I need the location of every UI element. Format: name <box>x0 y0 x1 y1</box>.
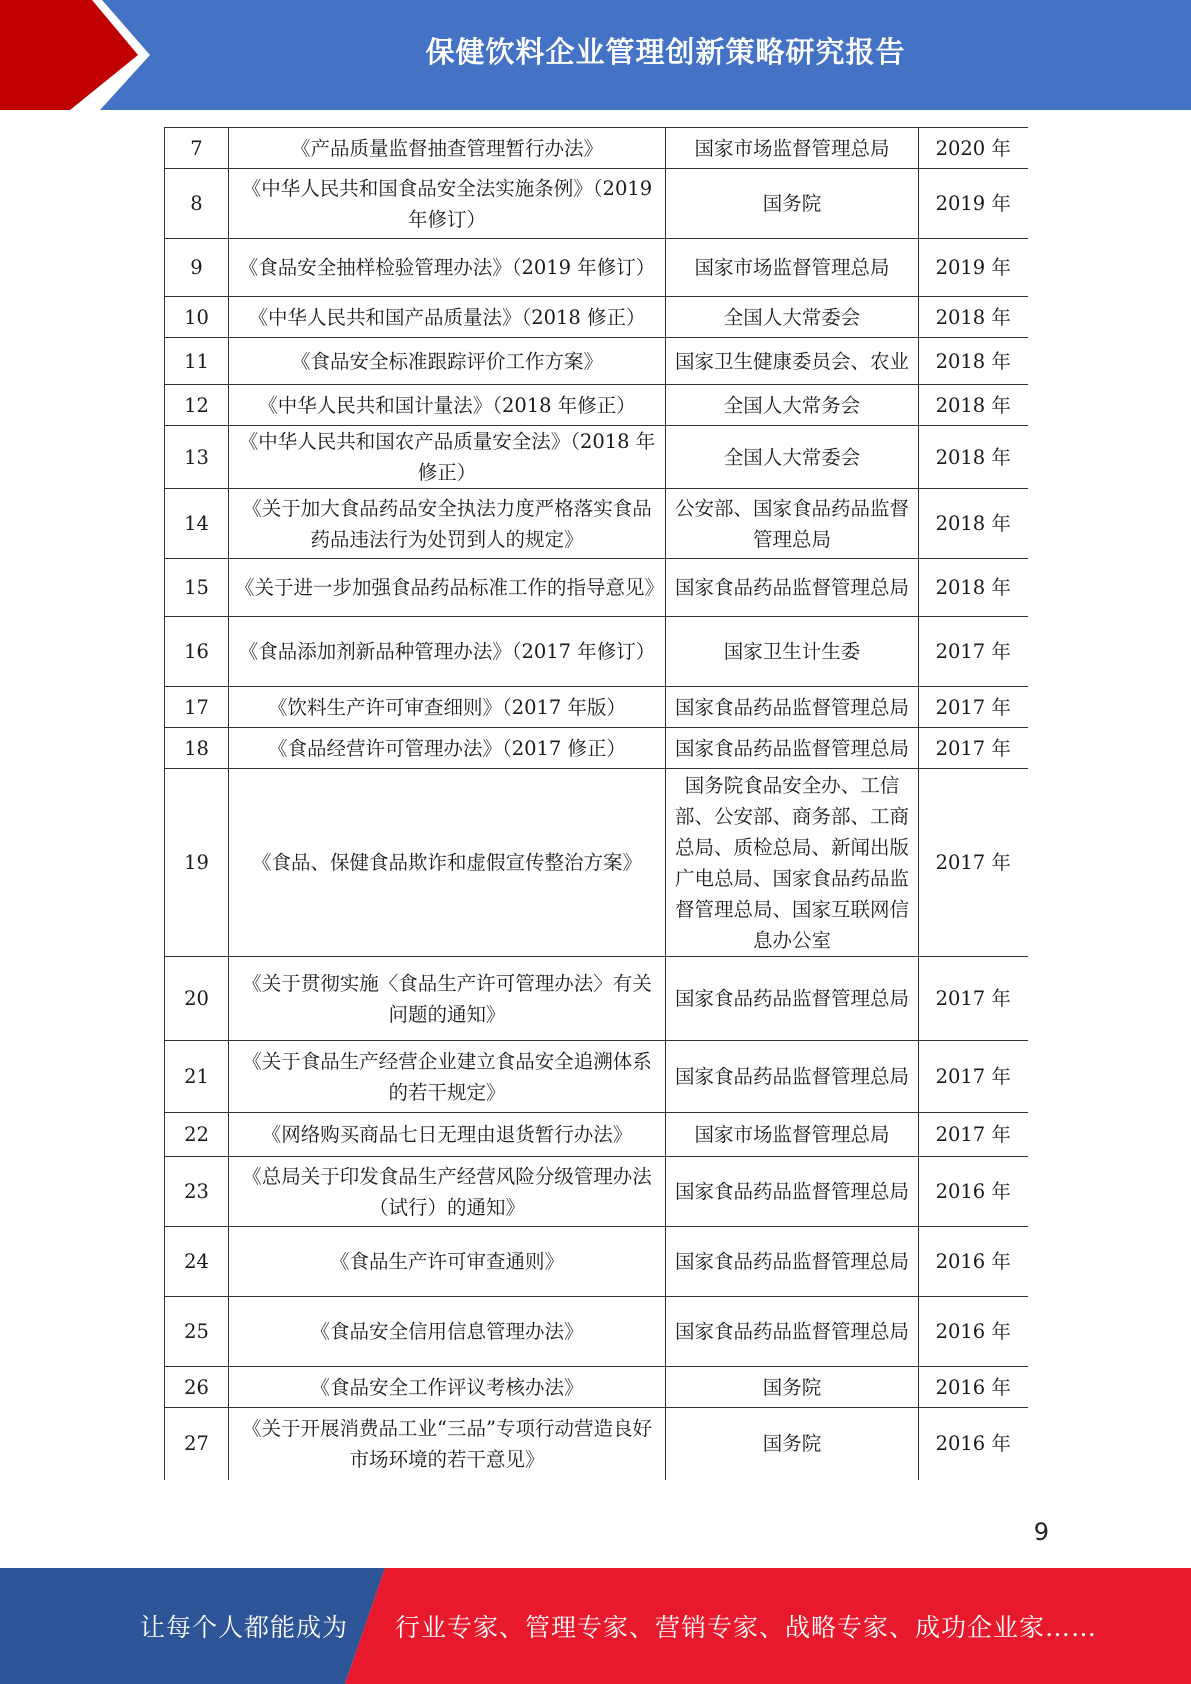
table-row <box>165 1367 1028 1408</box>
regulation-name: 《中华人民共和国产品质量法》（2018 修正） <box>229 297 666 338</box>
regulation-name: 《中华人民共和国农产品质量安全法》（2018 年修正） <box>229 426 666 489</box>
regulations-table-container <box>164 127 1027 1480</box>
issue-year: 2017 年 <box>919 769 1028 957</box>
issue-year: 2017 年 <box>919 687 1028 728</box>
issuing-department: 国家食品药品监督管理总局 <box>666 1041 919 1113</box>
issuing-department: 国家市场监督管理总局 <box>666 128 919 169</box>
issuing-department: 全国人大常委会 <box>666 426 919 489</box>
table-row <box>165 169 1028 239</box>
regulation-name: 《关于进一步加强食品药品标准工作的指导意见》 <box>229 559 666 617</box>
page-header <box>0 0 1191 110</box>
issuing-department <box>666 728 919 769</box>
regulation-name: 《食品添加剂新品种管理办法》（2017 年修订） <box>229 617 666 687</box>
table-row <box>165 1297 1028 1367</box>
row-number: 15 <box>165 559 229 617</box>
table-row <box>165 728 1028 769</box>
footer-slogan-left: 让每个人都能成为 <box>140 1613 349 1642</box>
row-number: 8 <box>165 169 229 239</box>
regulation-name: 《食品经营许可管理办法》（2017 修正） <box>229 728 666 769</box>
issue-year: 2017 年 <box>919 1041 1028 1113</box>
issue-year: 2016 年 <box>919 1297 1028 1367</box>
row-number: 14 <box>165 489 229 559</box>
page-footer <box>0 1568 1191 1684</box>
table-row <box>165 297 1028 338</box>
row-number: 26 <box>165 1367 229 1408</box>
issuing-department: 国务院 <box>666 1367 919 1408</box>
issue-year: 2017 年 <box>919 728 1028 769</box>
table-row <box>165 239 1028 297</box>
issuing-department: 全国人大常务会 <box>666 385 919 426</box>
issue-year: 2018 年 <box>919 297 1028 338</box>
regulation-name: 《总局关于印发食品生产经营风险分级管理办法（试行）的通知》 <box>229 1157 666 1227</box>
issue-year: 2019 年 <box>919 239 1028 297</box>
issue-year: 2017 年 <box>919 957 1028 1041</box>
page-number: 9 <box>1033 1518 1049 1546</box>
regulations-table <box>164 127 1028 1480</box>
issuing-department: 国家食品药品监督管理总局 <box>666 1157 919 1227</box>
table-row <box>165 617 1028 687</box>
issue-year: 2019 年 <box>919 169 1028 239</box>
issuing-department: 国务院 <box>666 169 919 239</box>
table-row <box>165 1227 1028 1297</box>
regulation-name: 《食品、保健食品欺诈和虚假宣传整治方案》 <box>229 769 666 957</box>
regulation-name: 《食品生产许可审查通则》 <box>229 1227 666 1297</box>
issue-year: 2018 年 <box>919 559 1028 617</box>
row-number: 9 <box>165 239 229 297</box>
issuing-department: 国家卫生计生委 <box>666 617 919 687</box>
issuing-department <box>666 687 919 728</box>
row-number: 17 <box>165 687 229 728</box>
issuing-department: 国家食品药品监督管理总局 <box>666 957 919 1041</box>
row-number: 22 <box>165 1113 229 1157</box>
issue-year: 2018 年 <box>919 426 1028 489</box>
issuing-department: 国家市场监督管理总局 <box>666 239 919 297</box>
regulation-name: 《中华人民共和国计量法》（2018 年修正） <box>229 385 666 426</box>
row-number: 24 <box>165 1227 229 1297</box>
regulation-name: 《网络购买商品七日无理由退货暂行办法》 <box>229 1113 666 1157</box>
regulation-name: 《中华人民共和国食品安全法实施条例》（2019 年修订） <box>229 169 666 239</box>
table-row <box>165 1113 1028 1157</box>
issuing-department: 国务院食品安全办、工信部、公安部、商务部、工商总局、质检总局、新闻出版广电总局、国家食品药品监督管理总局、国家互联网信息办公室 <box>666 769 919 957</box>
issuing-department: 国家食品药品监督管理总局 <box>666 1297 919 1367</box>
regulation-name: 《关于贯彻实施〈食品生产许可管理办法〉有关问题的通知》 <box>229 957 666 1041</box>
row-number: 13 <box>165 426 229 489</box>
row-number: 21 <box>165 1041 229 1113</box>
regulation-name: 《食品安全标准跟踪评价工作方案》 <box>229 338 666 385</box>
issue-year: 2016 年 <box>919 1367 1028 1408</box>
table-row <box>165 385 1028 426</box>
regulation-name: 《关于开展消费品工业“三品”专项行动营造良好市场环境的若干意见》 <box>229 1408 666 1480</box>
row-number: 12 <box>165 385 229 426</box>
issuing-department-text: 国家食品药品监督管理总局 <box>674 736 909 760</box>
issuing-department: 国务院 <box>666 1408 919 1480</box>
issue-year: 2016 年 <box>919 1227 1028 1297</box>
table-row <box>165 957 1028 1041</box>
regulation-name: 《食品安全工作评议考核办法》 <box>229 1367 666 1408</box>
issuing-department: 国家食品药品监督管理总局 <box>666 559 919 617</box>
regulation-name: 《关于食品生产经营企业建立食品安全追溯体系的若干规定》 <box>229 1041 666 1113</box>
regulation-name: 《食品安全抽样检验管理办法》（2019 年修订） <box>229 239 666 297</box>
issue-year: 2020 年 <box>919 128 1028 169</box>
issuing-department <box>666 338 919 385</box>
row-number: 27 <box>165 1408 229 1480</box>
issuing-department-text: 国家卫生健康委员会、农业 <box>674 349 909 373</box>
issue-year: 2017 年 <box>919 617 1028 687</box>
issuing-department: 国家食品药品监督管理总局 <box>666 1227 919 1297</box>
table-row <box>165 1041 1028 1113</box>
row-number: 19 <box>165 769 229 957</box>
issue-year: 2018 年 <box>919 489 1028 559</box>
regulation-name: 《饮料生产许可审查细则》（2017 年版） <box>229 687 666 728</box>
row-number: 16 <box>165 617 229 687</box>
table-row <box>165 426 1028 489</box>
issue-year: 2016 年 <box>919 1157 1028 1227</box>
table-row <box>165 769 1028 957</box>
table-row <box>165 1408 1028 1480</box>
issuing-department: 全国人大常委会 <box>666 297 919 338</box>
row-number: 11 <box>165 338 229 385</box>
table-row <box>165 338 1028 385</box>
issuing-department-text: 国家食品药品监督管理总局 <box>674 695 909 719</box>
regulation-name: 《食品安全信用信息管理办法》 <box>229 1297 666 1367</box>
table-row <box>165 489 1028 559</box>
report-title: 保健饮料企业管理创新策略研究报告 <box>425 34 906 69</box>
table-row <box>165 559 1028 617</box>
row-number: 20 <box>165 957 229 1041</box>
regulation-name: 《产品质量监督抽查管理暂行办法》 <box>229 128 666 169</box>
issue-year: 2016 年 <box>919 1408 1028 1480</box>
issuing-department: 国家市场监督管理总局 <box>666 1113 919 1157</box>
table-row <box>165 1157 1028 1227</box>
issue-year: 2018 年 <box>919 338 1028 385</box>
row-number: 10 <box>165 297 229 338</box>
footer-slogan-right: 行业专家、管理专家、营销专家、战略专家、成功企业家…… <box>395 1613 1098 1642</box>
issue-year: 2017 年 <box>919 1113 1028 1157</box>
issue-year: 2018 年 <box>919 385 1028 426</box>
row-number: 7 <box>165 128 229 169</box>
regulation-name: 《关于加大食品药品安全执法力度严格落实食品药品违法行为处罚到人的规定》 <box>229 489 666 559</box>
row-number: 25 <box>165 1297 229 1367</box>
row-number: 18 <box>165 728 229 769</box>
row-number: 23 <box>165 1157 229 1227</box>
issuing-department: 公安部、国家食品药品监督管理总局 <box>666 489 919 559</box>
table-row <box>165 128 1028 169</box>
table-row <box>165 687 1028 728</box>
